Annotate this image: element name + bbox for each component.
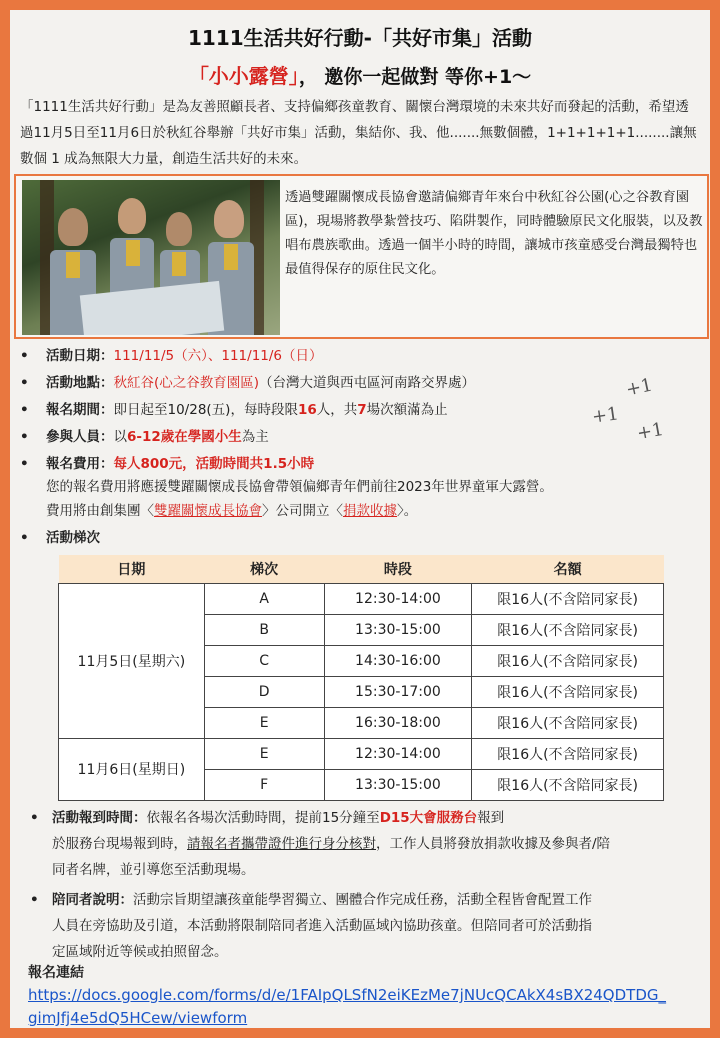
time-cell: 13:30-15:00 (324, 769, 472, 800)
bullet-people (20, 426, 269, 448)
checkin-location: D15大會服務台 (379, 810, 478, 826)
companion-text-b: 人員在旁協助及引道，本活動將限制陪同者進入活動區域內協助孩童。但陪同者可於活動指 (52, 918, 592, 934)
time-cell: 14:30-16:00 (324, 645, 472, 676)
photo-section (14, 174, 709, 339)
time-cell: 16:30-18:00 (324, 707, 472, 738)
schedule-label: 活動梯次 (46, 530, 100, 546)
people-highlight: 6-12歲在學國小生 (127, 429, 242, 445)
bullet-signup (20, 399, 448, 421)
quota-cell: 限16人(不含陪同家長) (472, 707, 664, 738)
signup-label: 報名期間： (46, 402, 114, 418)
intro-paragraph: 「1111生活共好行動」是為友善照顧長者、支持偏鄉孩童教育、關懷台灣環境的未來共好而發起的活動，希望透過11月5日至11月6日於秋紅谷舉辦「共好市集」活動，集結你、我、他.......無數個體，1+1+1+1+1........讓無數個 1 成為無限大力量，創造生活共好的未來。 (20, 99, 697, 167)
signup-sessions: 7 (357, 402, 367, 418)
bullet-dot: • (30, 810, 39, 826)
time-cell: 15:30-17:00 (324, 676, 472, 707)
scouts-photo (22, 180, 280, 335)
people-text-a: 以 (113, 429, 127, 445)
header-batch: 梯次 (204, 555, 324, 583)
subtitle-highlight: 「小小露營」 (188, 64, 299, 88)
place-rest: （台灣大道與西屯區河南路交界處） (259, 375, 476, 391)
note-checkin (30, 805, 710, 883)
batch-cell: A (204, 583, 324, 614)
checkin-text-a: 依報名各場次活動時間，提前15分鐘至 (146, 810, 380, 826)
table-header-row (59, 555, 664, 583)
place-highlight: 秋紅谷(心之谷教育園區) (113, 375, 260, 391)
checkin-text-b: 報到 (477, 810, 505, 826)
header-time: 時段 (324, 555, 472, 583)
bullet-fee (20, 453, 314, 475)
bullet-schedule (20, 527, 100, 549)
quota-cell: 限16人(不含陪同家長) (472, 738, 664, 769)
fee-value: 每人800元，活動時間共1.5小時 (113, 456, 315, 472)
quota-cell: 限16人(不含陪同家長) (472, 583, 664, 614)
signup-text-b: 人，共 (316, 402, 358, 418)
signup-link-label: 報名連結 (28, 965, 84, 981)
checkin-id-check: 請報名者攜帶證件進行身分核對 (187, 836, 376, 852)
fee-note-1: 您的報名費用將應援雙躍關懷成長協會帶領偏鄉青年們前往2023年世界童軍大露營。 (46, 479, 553, 495)
page-subtitle (0, 60, 720, 89)
fee-note-2 (46, 500, 417, 522)
batch-cell: F (204, 769, 324, 800)
schedule-table (58, 555, 664, 801)
header-date: 日期 (59, 555, 205, 583)
time-cell: 12:30-14:00 (324, 583, 472, 614)
place-label: 活動地點： (46, 375, 114, 391)
fee-label: 報名費用： (46, 456, 114, 472)
people-label: 參與人員： (46, 429, 114, 445)
note-companion (30, 887, 710, 965)
scribble-plus-one: +1 (624, 374, 655, 401)
signup-link-line2[interactable]: gimJfj4e5dQ5HCew/viewform (28, 1009, 248, 1027)
day1-cell: 11月5日(星期六) (59, 583, 205, 738)
bullet-date (20, 345, 323, 367)
signup-link-line1[interactable]: https://docs.google.com/forms/d/e/1FAIpQLSfN2eiKEzMe7jNUcQCAkX4sBX24QDTDG_ (28, 986, 666, 1004)
fee-note-2-c: 〉。 (397, 503, 418, 519)
batch-cell: E (204, 707, 324, 738)
table-row (59, 738, 664, 769)
fee-receipt: 捐款收據 (343, 503, 397, 519)
bullet-dot: • (20, 375, 29, 391)
companion-text-c: 定區域附近等候或拍照留念。 (52, 944, 228, 960)
bullet-dot: • (30, 892, 39, 908)
fee-org-name: 雙躍關懷成長協會 (154, 503, 262, 519)
table-row (59, 583, 664, 614)
photo-description: 透過雙躍關懷成長協會邀請偏鄉青年來台中秋紅谷公園(心之谷教育園區)，現場將教學紮營技巧、陷阱製作，同時體驗原民文化服裝，以及教唱布農族歌曲。透過一個半小時的時間，讓城市孩童感受台灣最獨特也最值得保存的原住民文化。 (285, 190, 703, 277)
batch-cell: C (204, 645, 324, 676)
quota-cell: 限16人(不含陪同家長) (472, 645, 664, 676)
scribble-plus-one: +1 (590, 403, 620, 428)
subtitle-rest: ， 邀你一起做對 等你+1～ (298, 66, 532, 88)
checkin-line3: 同者名牌，並引導您至活動現場。 (52, 862, 255, 878)
fee-note-2-b: 〉公司開立〈 (262, 503, 343, 519)
batch-cell: B (204, 614, 324, 645)
fee-note-2-a: 費用將由創集團〈 (46, 503, 154, 519)
notes-section (30, 805, 710, 965)
date-value: 111/11/5（六）、111/11/6（日） (113, 348, 323, 364)
date-label: 活動日期： (46, 348, 114, 364)
checkin-line2-a: 於服務台現場報到時， (52, 836, 187, 852)
bullet-place (20, 372, 475, 394)
companion-label: 陪同者說明： (52, 892, 133, 908)
header-quota: 名額 (472, 555, 664, 583)
batch-cell: D (204, 676, 324, 707)
checkin-line2-b: ，工作人員將發放捐款收據及參與者/陪 (376, 836, 611, 852)
quota-cell: 限16人(不含陪同家長) (472, 769, 664, 800)
quota-cell: 限16人(不含陪同家長) (472, 614, 664, 645)
bullet-dot: • (20, 530, 29, 546)
signup-quota: 16 (297, 402, 317, 418)
quota-cell: 限16人(不含陪同家長) (472, 676, 664, 707)
page-title: 1111生活共好行動-「共好市集」活動 (188, 26, 532, 50)
day2-cell: 11月6日(星期日) (59, 738, 205, 800)
companion-text-a: 活動宗旨期望讓孩童能學習獨立、團體合作完成任務，活動全程皆會配置工作 (133, 892, 592, 908)
signup-footer (28, 962, 708, 1030)
time-cell: 12:30-14:00 (324, 738, 472, 769)
people-text-b: 為主 (241, 429, 269, 445)
time-cell: 13:30-15:00 (324, 614, 472, 645)
bullet-dot: • (20, 429, 29, 445)
bullet-dot: • (20, 348, 29, 364)
checkin-label: 活動報到時間： (52, 810, 147, 826)
bullet-dot: • (20, 456, 29, 472)
batch-cell: E (204, 738, 324, 769)
signup-text-a: 即日起至10/28(五)，每時段限 (113, 402, 298, 418)
bullet-dot: • (20, 402, 29, 418)
signup-text-c: 場次額滿為止 (366, 402, 448, 418)
scribble-plus-one: +1 (635, 418, 666, 445)
